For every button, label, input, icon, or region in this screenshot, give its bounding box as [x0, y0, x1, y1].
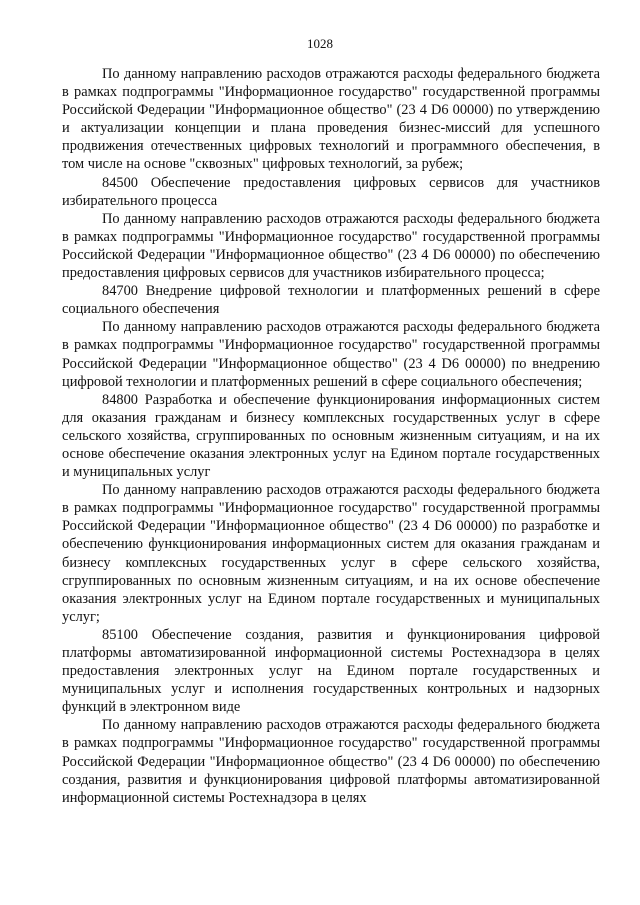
paragraph-expense-description: По данному направлению расходов отражаются расходы федерального бюджета в рамках подпрограммы "Информационное государство" государственной программы Российской Федерации "Информационное общество" (23 4 D6 00000) по обеспечению создания, развития и функционирования цифровой платформы автоматизированной информационной системы Ростехнадзора в целях	[62, 717, 600, 806]
paragraph-expense-description: По данному направлению расходов отражаются расходы федерального бюджета в рамках подпрограммы "Информационное государство" государственной программы Российской Федерации "Информационное общество" (23 4 D6 00000) по разработке и обеспечению функционирования информационных систем для оказания гражданам и бизнесу комплексных государственных услуг в сфере сельского хозяйства, сгруппированных по основным жизненным ситуациям, и на их основе обеспечение оказания электронных услуг на Едином портале государственных и муниципальных услуг;	[62, 482, 600, 625]
paragraph-code-84500-heading: 84500 Обеспечение предоставления цифровых сервисов для участников избирательного процесса	[62, 174, 600, 209]
paragraph-code-85100-heading: 85100 Обеспечение создания, развития и функционирования цифровой платформы автоматизированной информационной системы Ростехнадзора в целях предоставления электронных услуг на Едином портале государственных и муниципальных услуг и исполнения государственных контрольных и надзорных функций в электронном виде	[62, 626, 600, 716]
page-number: 1028	[307, 36, 333, 51]
paragraph-code-84800-heading: 84800 Разработка и обеспечение функционирования информационных систем для оказания гражданам и бизнесу комплексных государственных услуг в сфере сельского хозяйства, сгруппированных по основным жизненным ситуациям, и на их основе обеспечение оказания электронных услуг на Едином портале государственных и муниципальных услуг	[62, 391, 600, 481]
paragraph-expense-description: По данному направлению расходов отражаются расходы федерального бюджета в рамках подпрограммы "Информационное государство" государственной программы Российской Федерации "Информационное общество" (23 4 D6 00000) по внедрению цифровой технологии и платформенных решений в сфере социального обеспечения;	[62, 319, 600, 390]
paragraph-expense-description: По данному направлению расходов отражаются расходы федерального бюджета в рамках подпрограммы "Информационное государство" государственной программы Российской Федерации "Информационное общество" (23 4 D6 00000) по утверждению и актуализации концепции и плана проведения бизнес-миссий для успешного продвижения отечественных цифровых технологий и программного обеспечения, в том числе на основе "сквозных" цифровых технологий, за рубеж;	[62, 66, 600, 173]
paragraph-expense-description: По данному направлению расходов отражаются расходы федерального бюджета в рамках подпрограммы "Информационное государство" государственной программы Российской Федерации "Информационное общество" (23 4 D6 00000) по обеспечению предоставления цифровых сервисов для участников избирательного процесса;	[62, 210, 600, 282]
paragraph-code-84700-heading: 84700 Внедрение цифровой технологии и платформенных решений в сфере социального обеспечения	[62, 283, 600, 318]
document-body	[62, 65, 600, 807]
